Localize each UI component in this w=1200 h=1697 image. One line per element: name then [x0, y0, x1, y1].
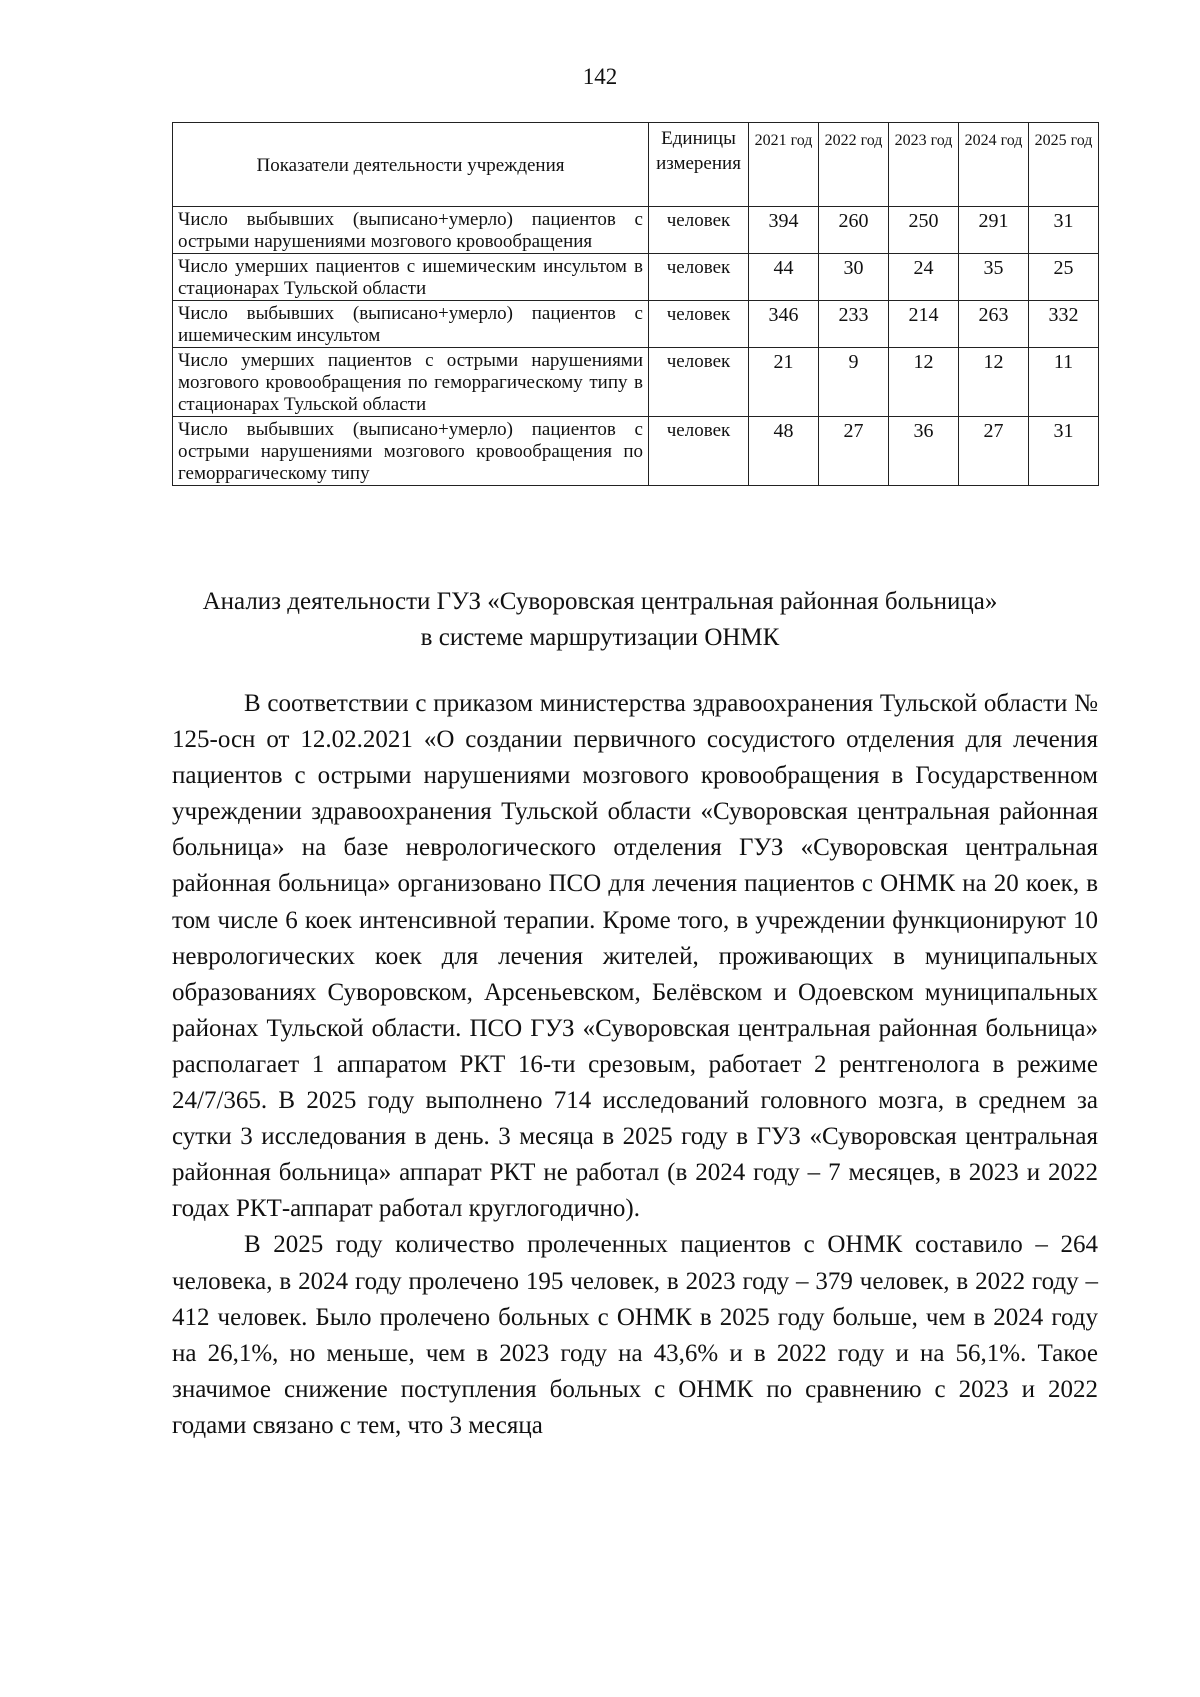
header-year-2021: 2021 год [749, 123, 819, 207]
section-heading-line-1: Анализ деятельности ГУЗ «Суворовская центральная районная больница» [202, 588, 998, 615]
value-cell: 30 [819, 254, 889, 301]
table-row [173, 417, 1099, 486]
indicators-table [172, 122, 1099, 486]
value-cell: 291 [959, 207, 1029, 254]
value-cell: 27 [959, 417, 1029, 486]
paragraph: В соответствии с приказом министерства здравоохранения Тульской области № 125-осн от 12.02.2021 «О создании первичного сосудистого отделения для лечения пациентов с острыми нарушениями мозгового кровообращения в Государственном учреждении здравоохранения Тульской области «Суворовская центральная районная больница» на базе неврологического отделения ГУЗ «Суворовская центральная районная больница» организовано ПСО для лечения пациентов с ОНМК на 20 коек, в том числе 6 коек интенсивной терапии. Кроме того, в учреждении функционируют 10 неврологических коек для лечения жителей, проживающих в муниципальных образованиях Суворовском, Арсеньевском, Белёвском и Одоевском муниципальных районах Тульской области. ПСО ГУЗ «Суворовская центральная районная больница» располагает 1 аппаратом РКТ 16-ти срезовым, работает 2 рентгенолога в режиме 24/7/365. В 2025 году выполнено 714 исследований головного мозга, в среднем за сутки 3 исследования в день. 3 месяца в 2025 году в ГУЗ «Суворовская центральная районная больница» аппарат РКТ не работал (в 2024 году – 7 месяцев, в 2023 и 2022 годах РКТ-аппарат работал круглогодично). [172, 690, 1098, 1223]
page-number: 142 [582, 64, 618, 89]
header-year-2023: 2023 год [889, 123, 959, 207]
paragraph: В 2025 году количество пролеченных пациентов с ОНМК составило – 264 человека, в 2024 году пролечено 195 человек, в 2023 году – 379 человек, в 2022 году – 412 человек. Было пролечено больных с ОНМК в 2025 году больше, чем в 2024 году на 26,1%, но меньше, чем в 2023 году на 43,6% и в 2022 году и на 56,1%. Такое значимое снижение поступления больных с ОНМК по сравнению с 2023 и 2022 годами связано с тем, что 3 месяца [172, 1231, 1098, 1439]
value-cell: 346 [749, 301, 819, 348]
header-unit: Единицы измерения [649, 123, 749, 207]
value-cell: 214 [889, 301, 959, 348]
table-row [173, 254, 1099, 301]
section-heading-line-2: в системе маршрутизации ОНМК [420, 624, 780, 651]
value-cell: 250 [889, 207, 959, 254]
value-cell: 260 [819, 207, 889, 254]
header-year-2022: 2022 год [819, 123, 889, 207]
value-cell: 44 [749, 254, 819, 301]
value-cell: 35 [959, 254, 1029, 301]
indicator-cell: Число умерших пациентов с острыми нарушениями мозгового кровообращения по геморрагическому типу в стационарах Тульской области [173, 348, 649, 417]
table-row [173, 348, 1099, 417]
table-row [173, 301, 1099, 348]
value-cell: 24 [889, 254, 959, 301]
header-year-2024: 2024 год [959, 123, 1029, 207]
unit-cell: человек [649, 348, 749, 417]
table-header-row [173, 123, 1099, 207]
value-cell: 394 [749, 207, 819, 254]
value-cell: 9 [819, 348, 889, 417]
value-cell: 263 [959, 301, 1029, 348]
unit-cell: человек [649, 301, 749, 348]
value-cell: 11 [1029, 348, 1099, 417]
header-year-2025: 2025 год [1029, 123, 1099, 207]
value-cell: 31 [1029, 417, 1099, 486]
table-row [173, 207, 1099, 254]
unit-cell: человек [649, 254, 749, 301]
indicator-cell: Число выбывших (выписано+умерло) пациентов с ишемическим инсультом [173, 301, 649, 348]
indicator-cell: Число выбывших (выписано+умерло) пациентов с острыми нарушениями мозгового кровообращения по геморрагическому типу [173, 417, 649, 486]
unit-cell: человек [649, 207, 749, 254]
value-cell: 36 [889, 417, 959, 486]
value-cell: 12 [889, 348, 959, 417]
value-cell: 31 [1029, 207, 1099, 254]
value-cell: 12 [959, 348, 1029, 417]
value-cell: 25 [1029, 254, 1099, 301]
value-cell: 332 [1029, 301, 1099, 348]
body-text [172, 686, 1098, 1444]
section-heading [150, 584, 1050, 656]
header-indicator: Показатели деятельности учреждения [173, 123, 649, 207]
value-cell: 21 [749, 348, 819, 417]
value-cell: 233 [819, 301, 889, 348]
value-cell: 27 [819, 417, 889, 486]
value-cell: 48 [749, 417, 819, 486]
unit-cell: человек [649, 417, 749, 486]
indicator-cell: Число умерших пациентов с ишемическим инсультом в стационарах Тульской области [173, 254, 649, 301]
indicator-cell: Число выбывших (выписано+умерло) пациентов с острыми нарушениями мозгового кровообращения [173, 207, 649, 254]
